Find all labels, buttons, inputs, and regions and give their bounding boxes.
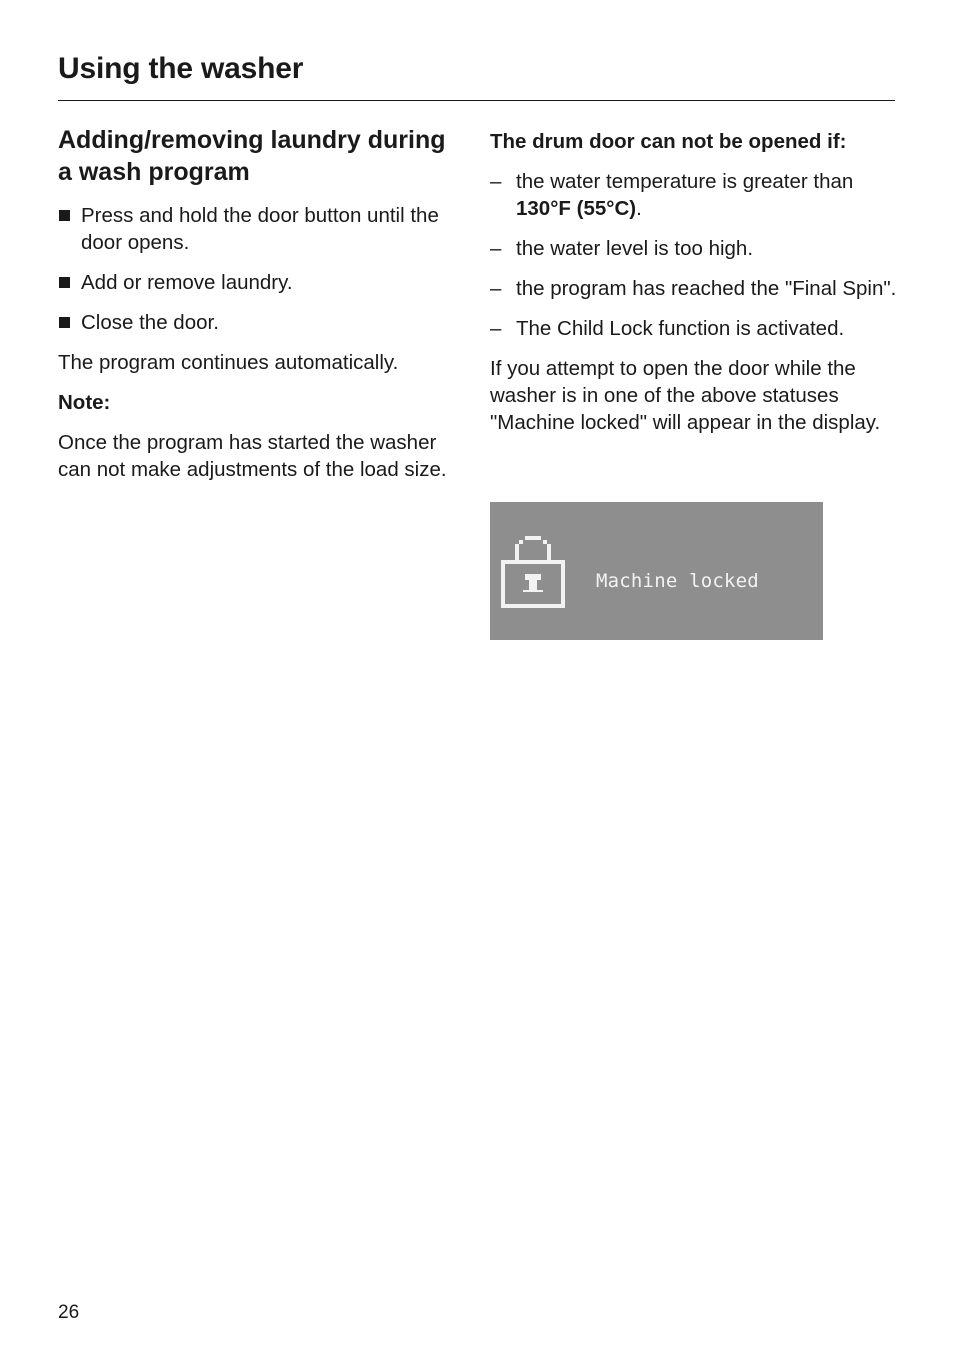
explanation-text: If you attempt to open the door while the washer is in one of the above statuses "Machine locked" will appear in the display.	[490, 357, 881, 434]
display-message: Machine locked	[596, 570, 759, 592]
condition-text-post: .	[636, 197, 642, 220]
page-title: Using the washer	[58, 52, 304, 85]
dash-marker: –	[490, 317, 502, 340]
condition-text: the water level is too high.	[516, 237, 754, 260]
note-label: Note:	[58, 391, 111, 414]
instruction-list	[58, 202, 453, 336]
bullet-square-icon	[59, 317, 70, 328]
temperature-value: 130°F (55°C)	[516, 197, 637, 220]
machine-display	[490, 502, 823, 640]
right-column	[490, 128, 900, 449]
list-item-text: Add or remove laundry.	[81, 271, 293, 294]
dash-marker: –	[490, 170, 502, 193]
bullet-square-icon	[59, 277, 70, 288]
list-item	[490, 235, 900, 262]
list-item	[58, 269, 453, 296]
left-column	[58, 124, 453, 496]
list-item	[490, 275, 900, 302]
conditions-heading: The drum door can not be opened if:	[490, 130, 847, 153]
page-number: 26	[58, 1302, 80, 1323]
padlock-icon	[499, 536, 569, 612]
program-continues-text: The program continues automatically.	[58, 351, 399, 374]
list-item-text: Close the door.	[81, 311, 219, 334]
list-item	[58, 202, 453, 256]
list-item	[58, 309, 453, 336]
list-item	[490, 168, 900, 222]
conditions-list	[490, 168, 900, 342]
bullet-square-icon	[59, 210, 70, 221]
list-item-text: Press and hold the door button until the door opens.	[81, 204, 439, 254]
dash-marker: –	[490, 277, 502, 300]
condition-text-pre: the water temperature is greater than	[516, 170, 854, 193]
list-item	[490, 315, 900, 342]
condition-text: the program has reached the "Final Spin".	[516, 277, 897, 300]
note-text: Once the program has started the washer can not make adjustments of the load size.	[58, 431, 447, 481]
title-divider	[58, 100, 895, 101]
dash-marker: –	[490, 237, 502, 260]
condition-text: The Child Lock function is activated.	[516, 317, 845, 340]
section-heading: Adding/removing laundry during a wash program	[58, 126, 446, 186]
